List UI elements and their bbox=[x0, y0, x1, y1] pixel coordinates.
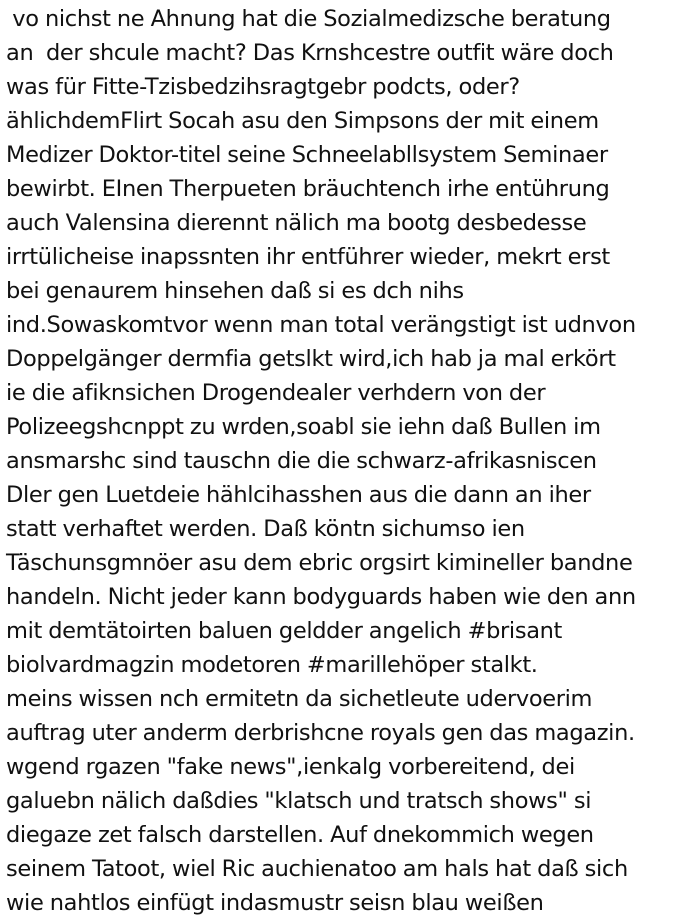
text-line-11: Doppelgänger dermfia getslkt wird,ich hab ja mal erkört bbox=[6, 346, 616, 372]
text-line-16: statt verhaftet werden. Daß köntn sichumso ien bbox=[6, 516, 525, 542]
text-line-5: Medizer Doktor-titel seine Schneelabllsystem Seminaer bbox=[6, 142, 608, 168]
text-line-19: mit demtätoirten baluen geldder angelich #brisant bbox=[6, 618, 563, 644]
text-line-10: ind.Sowaskomtvor wenn man total verängstigt ist udnvon bbox=[6, 312, 636, 338]
text-line-12: ie die afiknsichen Drogendealer verhdern von der bbox=[6, 380, 546, 406]
text-line-4: ählichdemFlirt Socah asu den Simpsons der mit einem bbox=[6, 108, 599, 134]
text-line-26: seinem Tatoot, wiel Ric auchienatoo am hals hat daß sich bbox=[6, 856, 628, 882]
text-line-9: bei genaurem hinsehen daß si es dch nihs bbox=[6, 278, 464, 304]
text-line-8: irrtülicheise inapssnten ihr entführer wieder, mekrt erst bbox=[6, 244, 610, 270]
text-line-24: galuebn nälich daßdies "klatsch und tratsch shows" si bbox=[6, 788, 592, 814]
text-line-2: an der shcule macht? Das Krnshcestre outfit wäre doch bbox=[6, 40, 614, 66]
text-line-22: auftrag uter anderm derbrishcne royals gen das magazin. bbox=[6, 720, 635, 746]
text-line-6: bewirbt. EInen Therpueten bräuchtench irhe entührung bbox=[6, 176, 610, 202]
text-line-25: diegaze zet falsch darstellen. Auf dnekommich wegen bbox=[6, 822, 594, 848]
text-line-14: ansmarshc sind tauschn die die schwarz-afrikasniscen bbox=[6, 448, 597, 474]
text-line-13: Polizeegshcnppt zu wrden,soabl sie iehn daß Bullen im bbox=[6, 414, 601, 440]
text-line-23: wgend rgazen "fake news",ienkalg vorbereitend, dei bbox=[6, 754, 575, 780]
text-line-7: auch Valensina dierennt nälich ma bootg desbedesse bbox=[6, 210, 587, 236]
text-line-17: Täschunsgmnöer asu dem ebric orgsirt kimineller bandne bbox=[6, 550, 633, 576]
text-line-18: handeln. Nicht jeder kann bodyguards haben wie den ann bbox=[6, 584, 636, 610]
text-line-20: biolvardmagzin modetoren #marillehöper stalkt. bbox=[6, 652, 538, 678]
text-line-21: meins wissen nch ermitetn da sichetleute udervoerim bbox=[6, 686, 593, 712]
text-line-3: was für Fitte-Tzisbedzihsragtgebr podcts, oder? bbox=[6, 74, 520, 100]
text-line-27: wie nahtlos einfügt indasmustr seisn blau weißen bbox=[6, 890, 544, 916]
text-line-1: vo nichst ne Ahnung hat die Sozialmedizsche beratung bbox=[6, 6, 611, 32]
text-line-15: Dler gen Luetdeie hählcihasshen aus die dann an iher bbox=[6, 482, 591, 508]
